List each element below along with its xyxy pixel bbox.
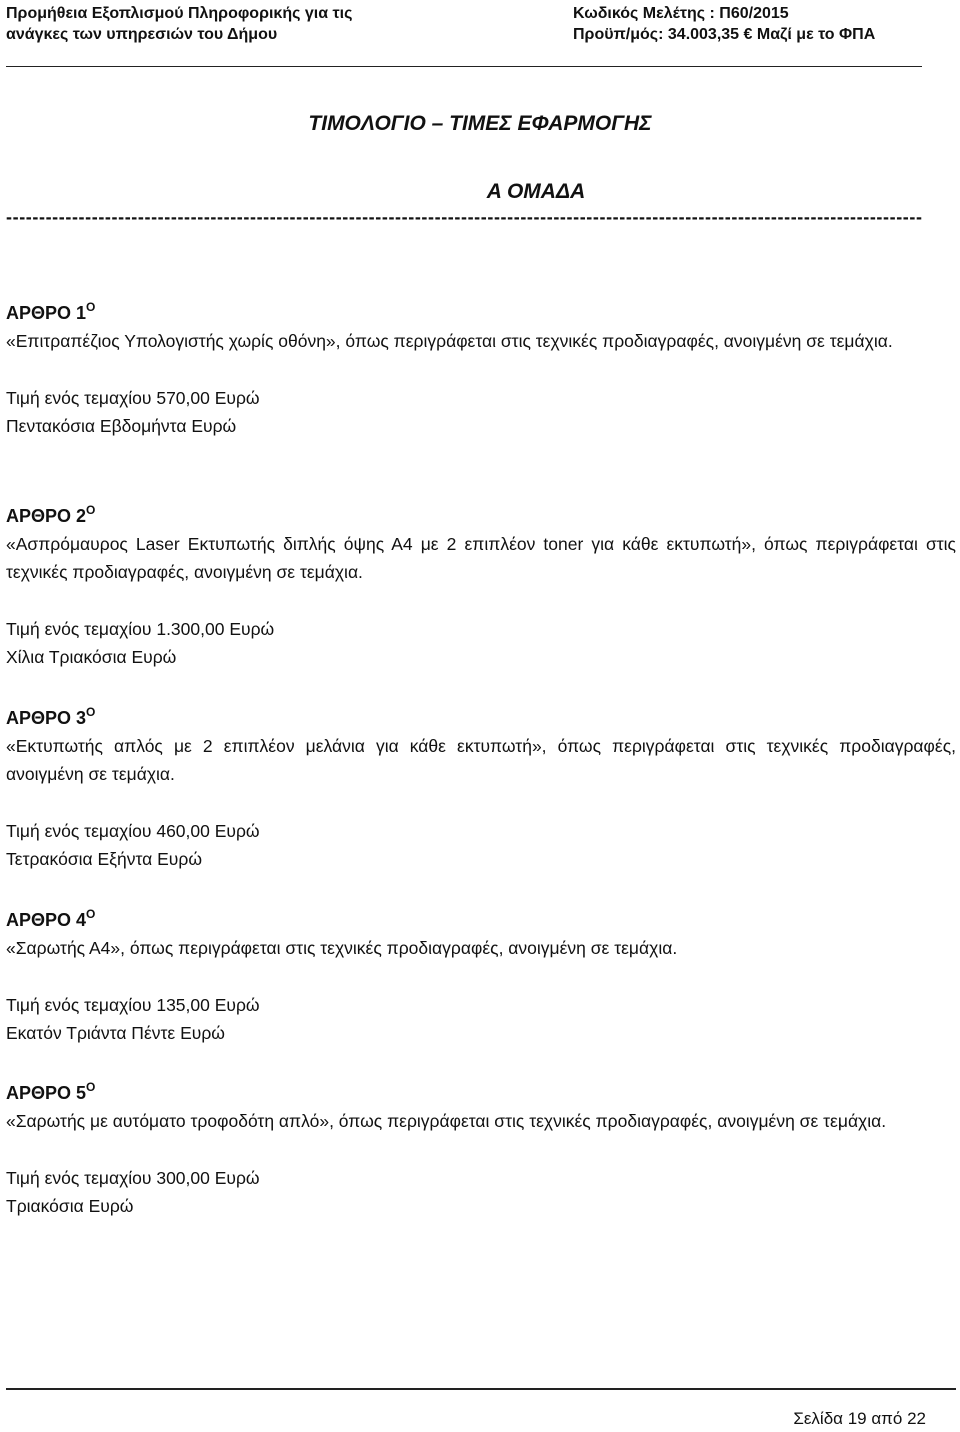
article-description: «Σαρωτής Α4», όπως περιγράφεται στις τεχνικές προδιαγραφές, ανοιγμένη σε τεμάχια. — [6, 938, 678, 958]
article-price-words: Χίλια Τριακόσια Ευρώ — [6, 647, 177, 667]
page-title: ΤΙΜΟΛΟΓΙΟ – ΤΙΜΕΣ ΕΦΑΡΜΟΓΗΣ — [308, 112, 652, 135]
header-study-info — [573, 3, 875, 45]
article-price-words: Εκατόν Τριάντα Πέντε Ευρώ — [6, 1023, 225, 1043]
article-price: Τιμή ενός τεμαχίου 135,00 Ευρώ — [6, 995, 260, 1015]
header-right-line1: Κωδικός Μελέτης : Π60/2015 — [573, 5, 789, 22]
header-left-line1: Προμήθεια Εξοπλισμού Πληροφορικής για τις — [6, 5, 353, 22]
article-heading-text: ΑΡΘΡΟ 5 — [6, 1083, 87, 1103]
article-price: Τιμή ενός τεμαχίου 300,00 Ευρώ — [6, 1168, 260, 1188]
article-heading-sup: Ο — [86, 300, 96, 314]
article-4 — [6, 901, 956, 1047]
article-3 — [6, 699, 956, 873]
article-price: Τιμή ενός τεμαχίου 1.300,00 Ευρώ — [6, 619, 275, 639]
article-price-words: Τετρακόσια Εξήντα Ευρώ — [6, 849, 202, 869]
article-price: Τιμή ενός τεμαχίου 460,00 Ευρώ — [6, 821, 260, 841]
article-heading — [6, 699, 956, 732]
article-description: «Σαρωτής με αυτόματο τροφοδότη απλό», όπως περιγράφεται στις τεχνικές προδιαγραφές, ανοιγμένη σε τεμάχια. — [6, 1111, 887, 1131]
article-5 — [6, 1074, 956, 1220]
header-right-line2: Προϋπ/μός: 34.003,35 € Μαζί με το ΦΠΑ — [573, 26, 876, 43]
article-heading-sup: Ο — [86, 1080, 96, 1094]
article-1 — [6, 294, 956, 440]
article-heading-text: ΑΡΘΡΟ 3 — [6, 708, 87, 728]
article-2 — [6, 497, 956, 671]
article-heading — [6, 294, 956, 327]
header-divider — [6, 66, 922, 67]
article-description: «Επιτραπέζιος Υπολογιστής χωρίς οθόνη», όπως περιγράφεται στις τεχνικές προδιαγραφές, ανοιγμένη σε τεμάχια. — [6, 331, 893, 351]
dashed-separator: ------------------------------------------------------------------------------------------------------------------------------------------- — [6, 207, 923, 227]
article-heading — [6, 1074, 956, 1107]
article-heading-sup: Ο — [86, 705, 96, 719]
article-description: «Ασπρόμαυρος Laser Εκτυπωτής διπλής όψης Α4 με 2 επιπλέον toner για κάθε εκτυπωτή», όπως περιγράφεται στις τεχνικές προδιαγραφές, ανοιγμένη σε τεμάχια. — [6, 534, 956, 582]
article-heading-text: ΑΡΘΡΟ 1 — [6, 303, 87, 323]
article-heading — [6, 901, 956, 934]
article-price-words: Τριακόσια Ευρώ — [6, 1196, 134, 1216]
article-heading-sup: Ο — [86, 503, 96, 517]
header-project-title — [6, 3, 352, 45]
article-price-words: Πεντακόσια Εβδομήντα Ευρώ — [6, 416, 237, 436]
header-left-line2: ανάγκες των υπηρεσιών του Δήμου — [6, 26, 278, 43]
article-heading — [6, 497, 956, 530]
article-description: «Εκτυπωτής απλός με 2 επιπλέον μελάνια για κάθε εκτυπωτή», όπως περιγράφεται στις τεχνικές προδιαγραφές, ανοιγμένη σε τεμάχια. — [6, 736, 956, 784]
article-heading-text: ΑΡΘΡΟ 4 — [6, 910, 87, 930]
page-number: Σελίδα 19 από 22 — [793, 1409, 926, 1428]
article-heading-sup: Ο — [86, 907, 96, 921]
article-price: Τιμή ενός τεμαχίου 570,00 Ευρώ — [6, 388, 260, 408]
article-heading-text: ΑΡΘΡΟ 2 — [6, 506, 87, 526]
footer-divider — [6, 1388, 956, 1390]
group-title: Α ΟΜΑΔΑ — [486, 180, 586, 203]
